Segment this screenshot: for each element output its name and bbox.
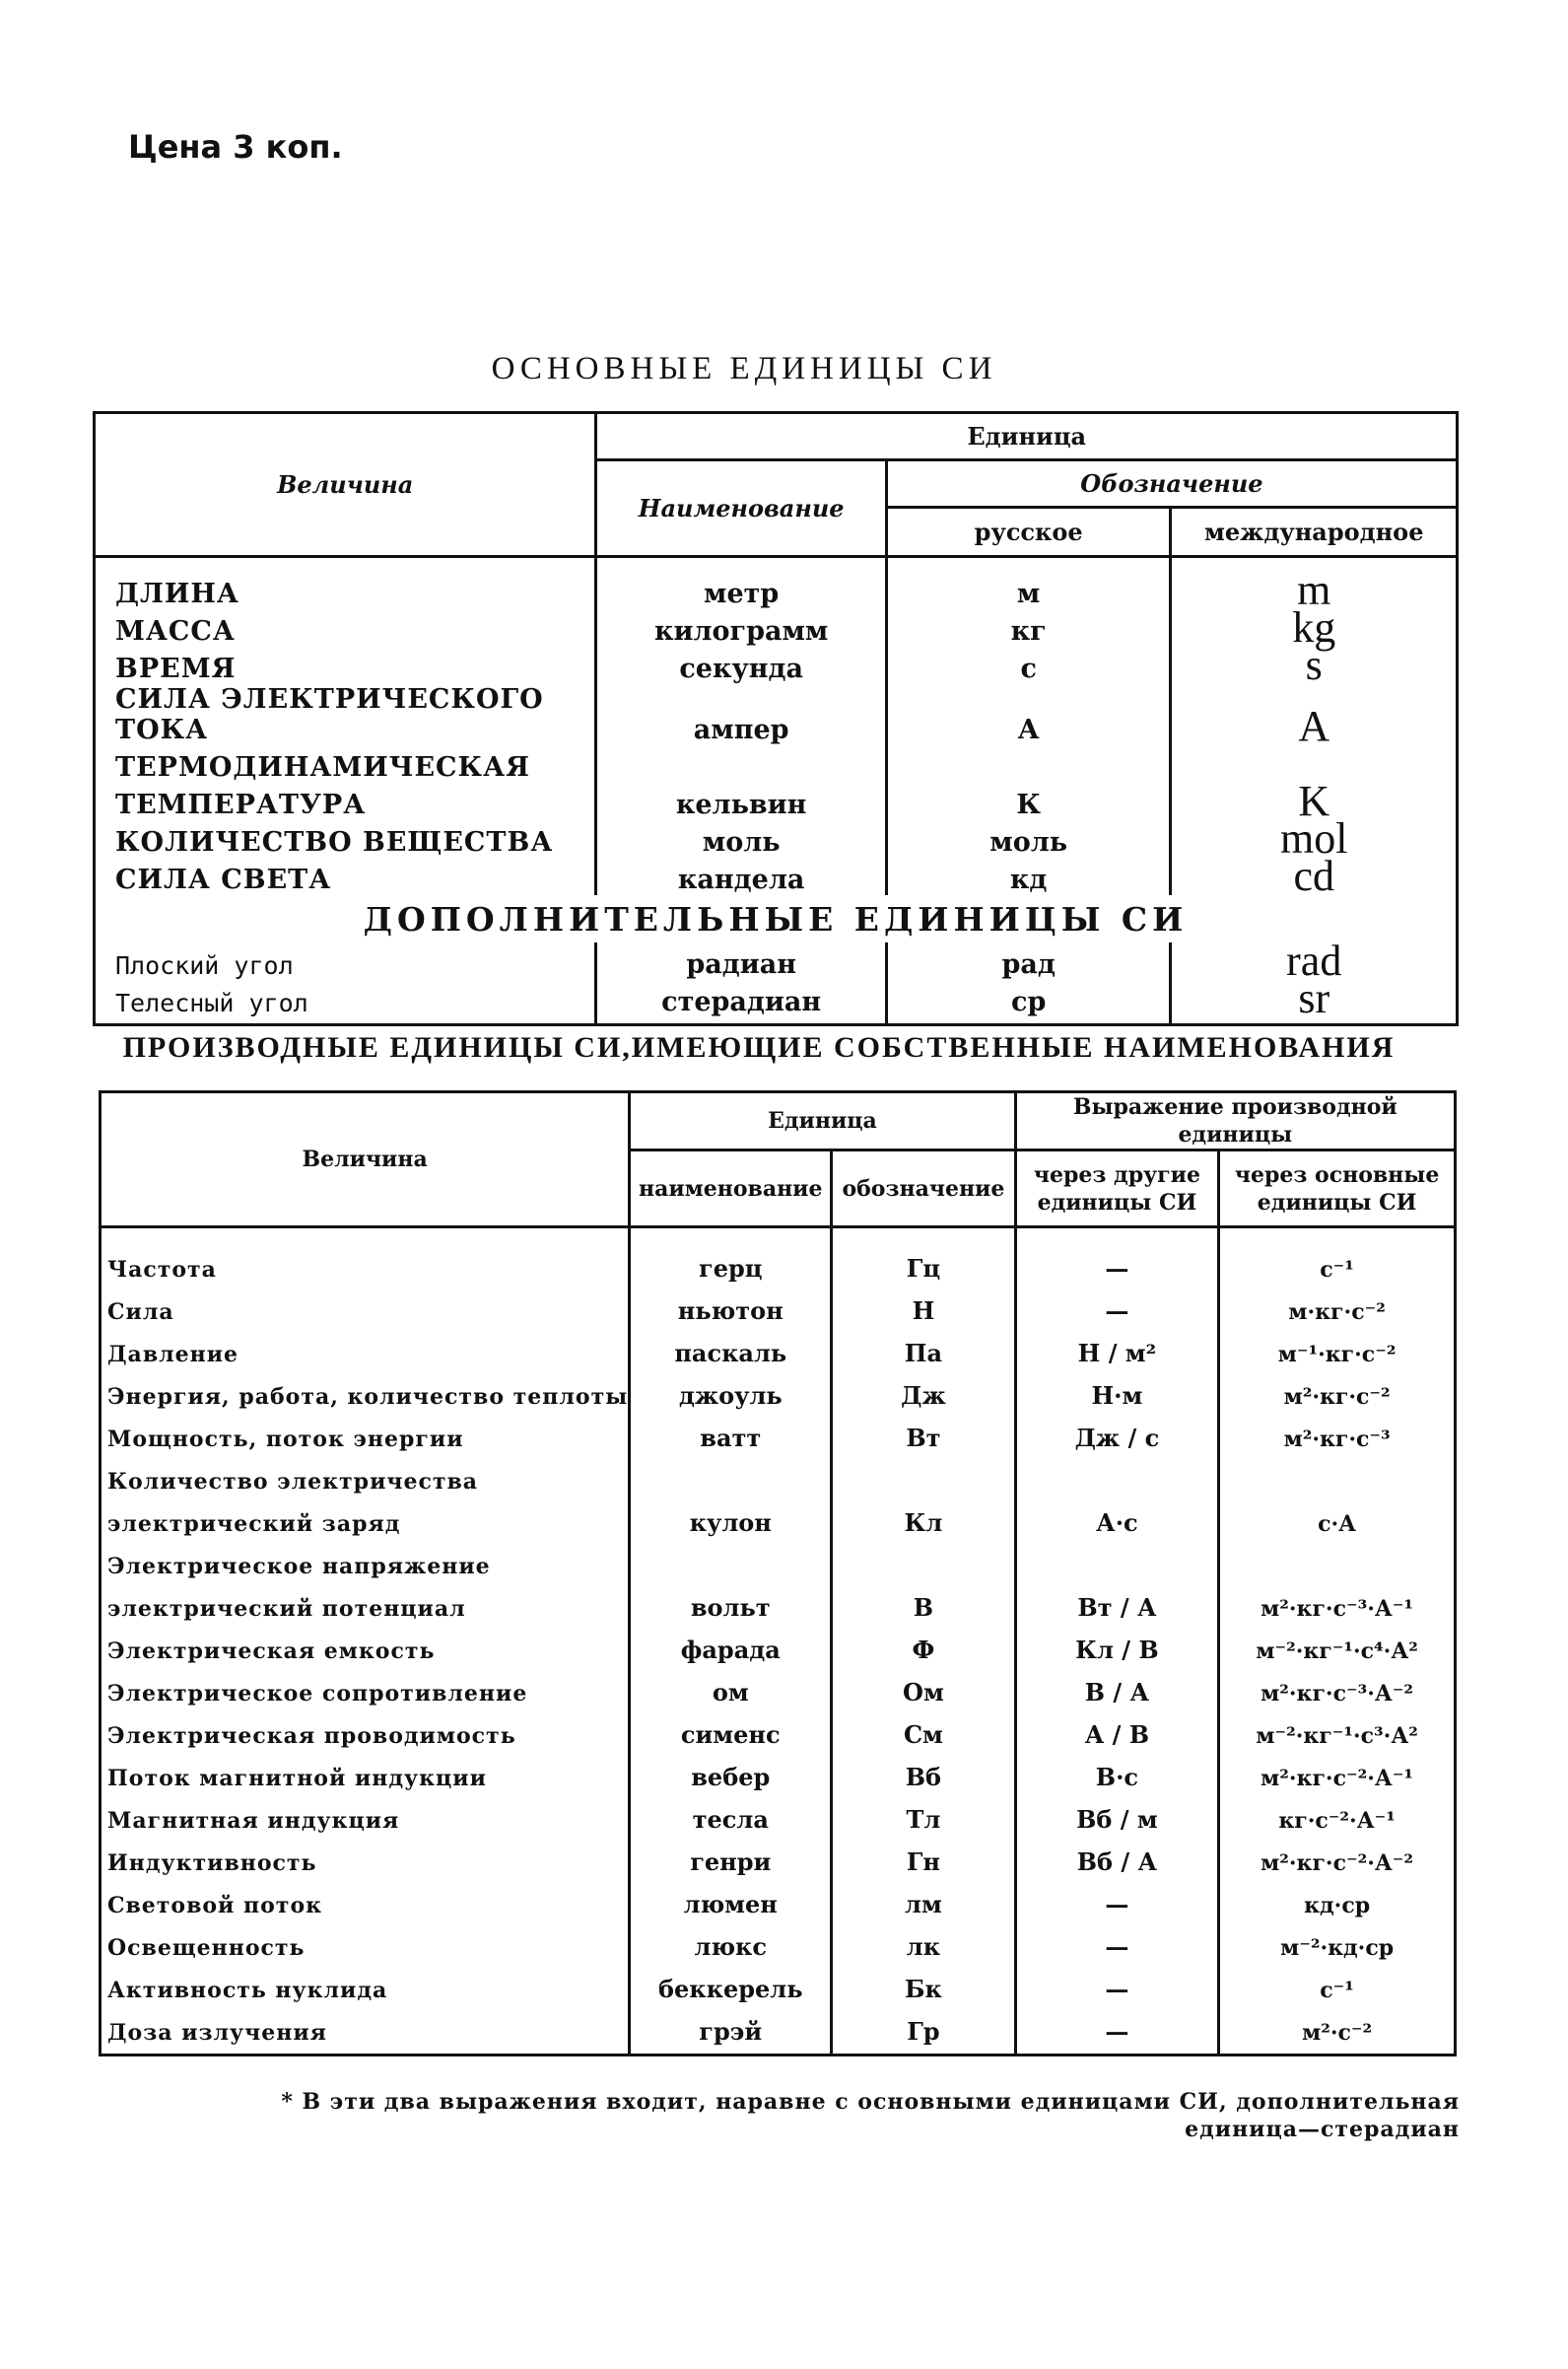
international-symbol-cell: cd <box>1171 858 1458 895</box>
unit-name-cell: кулон <box>630 1495 832 1537</box>
header-quantity: Величина <box>95 413 596 557</box>
table-row <box>101 1367 1456 1410</box>
via-base-cell: м⁻²·кг⁻¹·с⁴·А² <box>1219 1622 1456 1664</box>
header-name: наименование <box>630 1150 832 1227</box>
unit-name-cell: генри <box>630 1834 832 1876</box>
unit-symbol-cell: В <box>832 1579 1015 1622</box>
header-unit: Единица <box>630 1092 1015 1150</box>
russian-symbol-cell: кд <box>886 858 1171 895</box>
table-row <box>101 1918 1456 1961</box>
table-row <box>101 1707 1456 1749</box>
via-other-cell: Кл / В <box>1015 1622 1219 1664</box>
table-row <box>101 1410 1456 1452</box>
header-quantity: Величина <box>101 1092 630 1227</box>
via-other-cell <box>1015 1537 1219 1579</box>
table-row <box>101 1876 1456 1918</box>
table-row <box>95 745 1458 783</box>
quantity-cell: ВРЕМЯ <box>95 647 596 684</box>
unit-name-cell: люкс <box>630 1918 832 1961</box>
russian-symbol-cell: кг <box>886 609 1171 647</box>
russian-symbol-cell: моль <box>886 820 1171 858</box>
unit-symbol-cell: лк <box>832 1918 1015 1961</box>
unit-name-cell: вебер <box>630 1749 832 1791</box>
via-other-cell: В / А <box>1015 1664 1219 1707</box>
unit-name-cell: кельвин <box>596 783 886 820</box>
via-base-cell <box>1219 1452 1456 1495</box>
unit-name-cell: стерадиан <box>596 980 886 1025</box>
table-row <box>101 1622 1456 1664</box>
quantity-cell: ТЕМПЕРАТУРА <box>95 783 596 820</box>
via-other-cell: — <box>1015 1283 1219 1325</box>
via-base-cell: с⁻¹ <box>1219 1961 1456 2003</box>
via-other-cell: — <box>1015 2003 1219 2055</box>
quantity-cell: Телесный угол <box>95 980 596 1025</box>
unit-name-cell: беккерель <box>630 1961 832 2003</box>
unit-name-cell: джоуль <box>630 1367 832 1410</box>
russian-symbol-cell: м <box>886 557 1171 610</box>
via-base-cell: с·А <box>1219 1495 1456 1537</box>
international-symbol-cell: K <box>1171 783 1458 820</box>
header-name: Наименование <box>596 460 886 557</box>
unit-symbol-cell: Дж <box>832 1367 1015 1410</box>
quantity-cell: ТЕРМОДИНАМИЧЕСКАЯ <box>95 745 596 783</box>
unit-symbol-cell: лм <box>832 1876 1015 1918</box>
unit-symbol-cell: Н <box>832 1283 1015 1325</box>
unit-name-cell: ватт <box>630 1410 832 1452</box>
via-base-cell: м·кг·с⁻² <box>1219 1283 1456 1325</box>
table-row <box>101 1749 1456 1791</box>
unit-symbol-cell: Па <box>832 1325 1015 1367</box>
table-row <box>95 820 1458 858</box>
supplementary-units-title: ДОПОЛНИТЕЛЬНЫЕ ЕДИНИЦЫ СИ <box>95 895 1458 942</box>
russian-symbol-cell <box>886 745 1171 783</box>
unit-name-cell: секунда <box>596 647 886 684</box>
header-unit: Единица <box>596 413 1458 460</box>
unit-symbol-cell: Вт <box>832 1410 1015 1452</box>
unit-symbol-cell <box>832 1452 1015 1495</box>
via-base-cell: м⁻¹·кг·с⁻² <box>1219 1325 1456 1367</box>
supplementary-title-row <box>95 895 1458 942</box>
via-other-cell: — <box>1015 1227 1219 1284</box>
unit-name-cell: кандела <box>596 858 886 895</box>
header-expression: Выражение производной единицы <box>1015 1092 1455 1150</box>
quantity-cell: Активность нуклида <box>101 1961 630 2003</box>
unit-symbol-cell: См <box>832 1707 1015 1749</box>
international-symbol-cell: s <box>1171 647 1458 684</box>
via-base-cell: м⁻²·кг⁻¹·с³·А² <box>1219 1707 1456 1749</box>
unit-symbol-cell: Гр <box>832 2003 1015 2055</box>
via-other-cell: А·с <box>1015 1495 1219 1537</box>
via-other-cell: Вб / м <box>1015 1791 1219 1834</box>
quantity-cell: Плоский угол <box>95 942 596 980</box>
russian-symbol-cell: А <box>886 684 1171 745</box>
quantity-cell: Электрическая проводимость <box>101 1707 630 1749</box>
russian-symbol-cell: К <box>886 783 1171 820</box>
table-row <box>101 1227 1456 1284</box>
unit-name-cell <box>630 1452 832 1495</box>
via-base-cell: м²·кг·с⁻² <box>1219 1367 1456 1410</box>
unit-name-cell: паскаль <box>630 1325 832 1367</box>
via-other-cell: Вб / А <box>1015 1834 1219 1876</box>
unit-symbol-cell: Бк <box>832 1961 1015 2003</box>
table-row <box>95 684 1458 745</box>
quantity-cell: Поток магнитной индукции <box>101 1749 630 1791</box>
quantity-cell: Электрическое сопротивление <box>101 1664 630 1707</box>
international-symbol-cell: sr <box>1171 980 1458 1025</box>
quantity-cell: электрический потенциал <box>101 1579 630 1622</box>
table-row <box>95 942 1458 980</box>
quantity-cell: Электрическое напряжение <box>101 1537 630 1579</box>
international-symbol-cell: mol <box>1171 820 1458 858</box>
international-symbol-cell: kg <box>1171 609 1458 647</box>
quantity-cell: СИЛА СВЕТА <box>95 858 596 895</box>
unit-name-cell: тесла <box>630 1791 832 1834</box>
quantity-cell: Энергия, работа, количество теплоты <box>101 1367 630 1410</box>
via-base-cell <box>1219 1537 1456 1579</box>
header-russian: русское <box>886 508 1171 557</box>
header-symbol: Обозначение <box>886 460 1457 508</box>
quantity-cell: Сила <box>101 1283 630 1325</box>
table-row <box>95 980 1458 1025</box>
quantity-cell: МАССА <box>95 609 596 647</box>
quantity-cell: Индуктивность <box>101 1834 630 1876</box>
quantity-cell: Магнитная индукция <box>101 1791 630 1834</box>
unit-name-cell: люмен <box>630 1876 832 1918</box>
russian-symbol-cell: рад <box>886 942 1171 980</box>
unit-symbol-cell <box>832 1537 1015 1579</box>
quantity-cell: КОЛИЧЕСТВО ВЕЩЕСТВА <box>95 820 596 858</box>
via-base-cell: кг·с⁻²·А⁻¹ <box>1219 1791 1456 1834</box>
table-row <box>101 1834 1456 1876</box>
via-base-cell: м²·кг·с⁻³ <box>1219 1410 1456 1452</box>
via-base-cell: кд·ср <box>1219 1876 1456 1918</box>
table-row <box>101 1283 1456 1325</box>
unit-name-cell: ньютон <box>630 1283 832 1325</box>
unit-symbol-cell: Тл <box>832 1791 1015 1834</box>
unit-name-cell: грэй <box>630 2003 832 2055</box>
base-units-table <box>93 411 1459 1026</box>
unit-symbol-cell: Гц <box>832 1227 1015 1284</box>
via-base-cell: м²·кг·с⁻²·А⁻¹ <box>1219 1749 1456 1791</box>
table-row <box>95 783 1458 820</box>
unit-name-cell: вольт <box>630 1579 832 1622</box>
quantity-cell: Частота <box>101 1227 630 1284</box>
russian-symbol-cell: ср <box>886 980 1171 1025</box>
international-symbol-cell: rad <box>1171 942 1458 980</box>
unit-symbol-cell: Вб <box>832 1749 1015 1791</box>
via-base-cell: м⁻²·кд·ср <box>1219 1918 1456 1961</box>
unit-name-cell: метр <box>596 557 886 610</box>
international-symbol-cell: m <box>1171 557 1458 610</box>
unit-name-cell: ом <box>630 1664 832 1707</box>
unit-symbol-cell: Ом <box>832 1664 1015 1707</box>
via-base-cell: с⁻¹ <box>1219 1227 1456 1284</box>
quantity-cell: Освещенность <box>101 1918 630 1961</box>
unit-name-cell: килограмм <box>596 609 886 647</box>
footnote: * В эти два выражения входит, наравне с основными единицами СИ, дополнительная единица—стерадиан <box>281 2089 1460 2142</box>
quantity-cell: Световой поток <box>101 1876 630 1918</box>
via-other-cell: В·с <box>1015 1749 1219 1791</box>
unit-name-cell: моль <box>596 820 886 858</box>
table-row <box>101 1495 1456 1537</box>
via-base-cell: м²·кг·с⁻³·А⁻² <box>1219 1664 1456 1707</box>
quantity-cell: Давление <box>101 1325 630 1367</box>
derived-units-title: ПРОИЗВОДНЫЕ ЕДИНИЦЫ СИ,ИМЕЮЩИЕ СОБСТВЕННЫЕ НАИМЕНОВАНИЯ <box>122 1031 1396 1064</box>
quantity-cell: Мощность, поток энергии <box>101 1410 630 1452</box>
table-row <box>101 2003 1456 2055</box>
table-row <box>95 609 1458 647</box>
via-other-cell: Дж / с <box>1015 1410 1219 1452</box>
unit-name-cell: радиан <box>596 942 886 980</box>
table-row <box>95 557 1458 610</box>
table-row <box>101 1452 1456 1495</box>
table-row <box>101 1664 1456 1707</box>
header-via-base: через основные единицы СИ <box>1219 1150 1456 1227</box>
unit-symbol-cell: Гн <box>832 1834 1015 1876</box>
quantity-cell: Доза излучения <box>101 2003 630 2055</box>
via-other-cell: — <box>1015 1876 1219 1918</box>
table-row <box>101 1961 1456 2003</box>
via-other-cell: Н / м² <box>1015 1325 1219 1367</box>
unit-name-cell: ампер <box>596 684 886 745</box>
via-other-cell: Н·м <box>1015 1367 1219 1410</box>
table-row <box>95 647 1458 684</box>
quantity-cell: Электрическая емкость <box>101 1622 630 1664</box>
via-other-cell: — <box>1015 1961 1219 2003</box>
unit-name-cell: фарада <box>630 1622 832 1664</box>
quantity-cell: Количество электричества <box>101 1452 630 1495</box>
unit-symbol-cell: Ф <box>832 1622 1015 1664</box>
table-row <box>101 1325 1456 1367</box>
table-row <box>101 1537 1456 1579</box>
via-other-cell: Вт / А <box>1015 1579 1219 1622</box>
quantity-cell: электрический заряд <box>101 1495 630 1537</box>
via-base-cell: м²·кг·с⁻³·А⁻¹ <box>1219 1579 1456 1622</box>
unit-name-cell: герц <box>630 1227 832 1284</box>
quantity-cell: СИЛА ЭЛЕКТРИЧЕСКОГО ТОКА <box>95 684 596 745</box>
via-other-cell: А / В <box>1015 1707 1219 1749</box>
via-other-cell: — <box>1015 1918 1219 1961</box>
via-base-cell: м²·кг·с⁻²·А⁻² <box>1219 1834 1456 1876</box>
table-row <box>101 1579 1456 1622</box>
russian-symbol-cell: с <box>886 647 1171 684</box>
header-via-other: через другие единицы СИ <box>1015 1150 1219 1227</box>
via-other-cell <box>1015 1452 1219 1495</box>
price-label: Цена 3 коп. <box>128 128 343 166</box>
unit-name-cell: сименс <box>630 1707 832 1749</box>
unit-name-cell <box>630 1537 832 1579</box>
table-row <box>95 858 1458 895</box>
via-base-cell: м²·с⁻² <box>1219 2003 1456 2055</box>
header-symbol: обозначение <box>832 1150 1015 1227</box>
unit-name-cell <box>596 745 886 783</box>
unit-symbol-cell: Кл <box>832 1495 1015 1537</box>
header-international: международное <box>1171 508 1458 557</box>
table-row <box>101 1791 1456 1834</box>
derived-units-table <box>99 1090 1457 2056</box>
international-symbol-cell: A <box>1171 684 1458 745</box>
quantity-cell: ДЛИНА <box>95 557 596 610</box>
base-units-title: ОСНОВНЫЕ ЕДИНИЦЫ СИ <box>491 351 997 386</box>
